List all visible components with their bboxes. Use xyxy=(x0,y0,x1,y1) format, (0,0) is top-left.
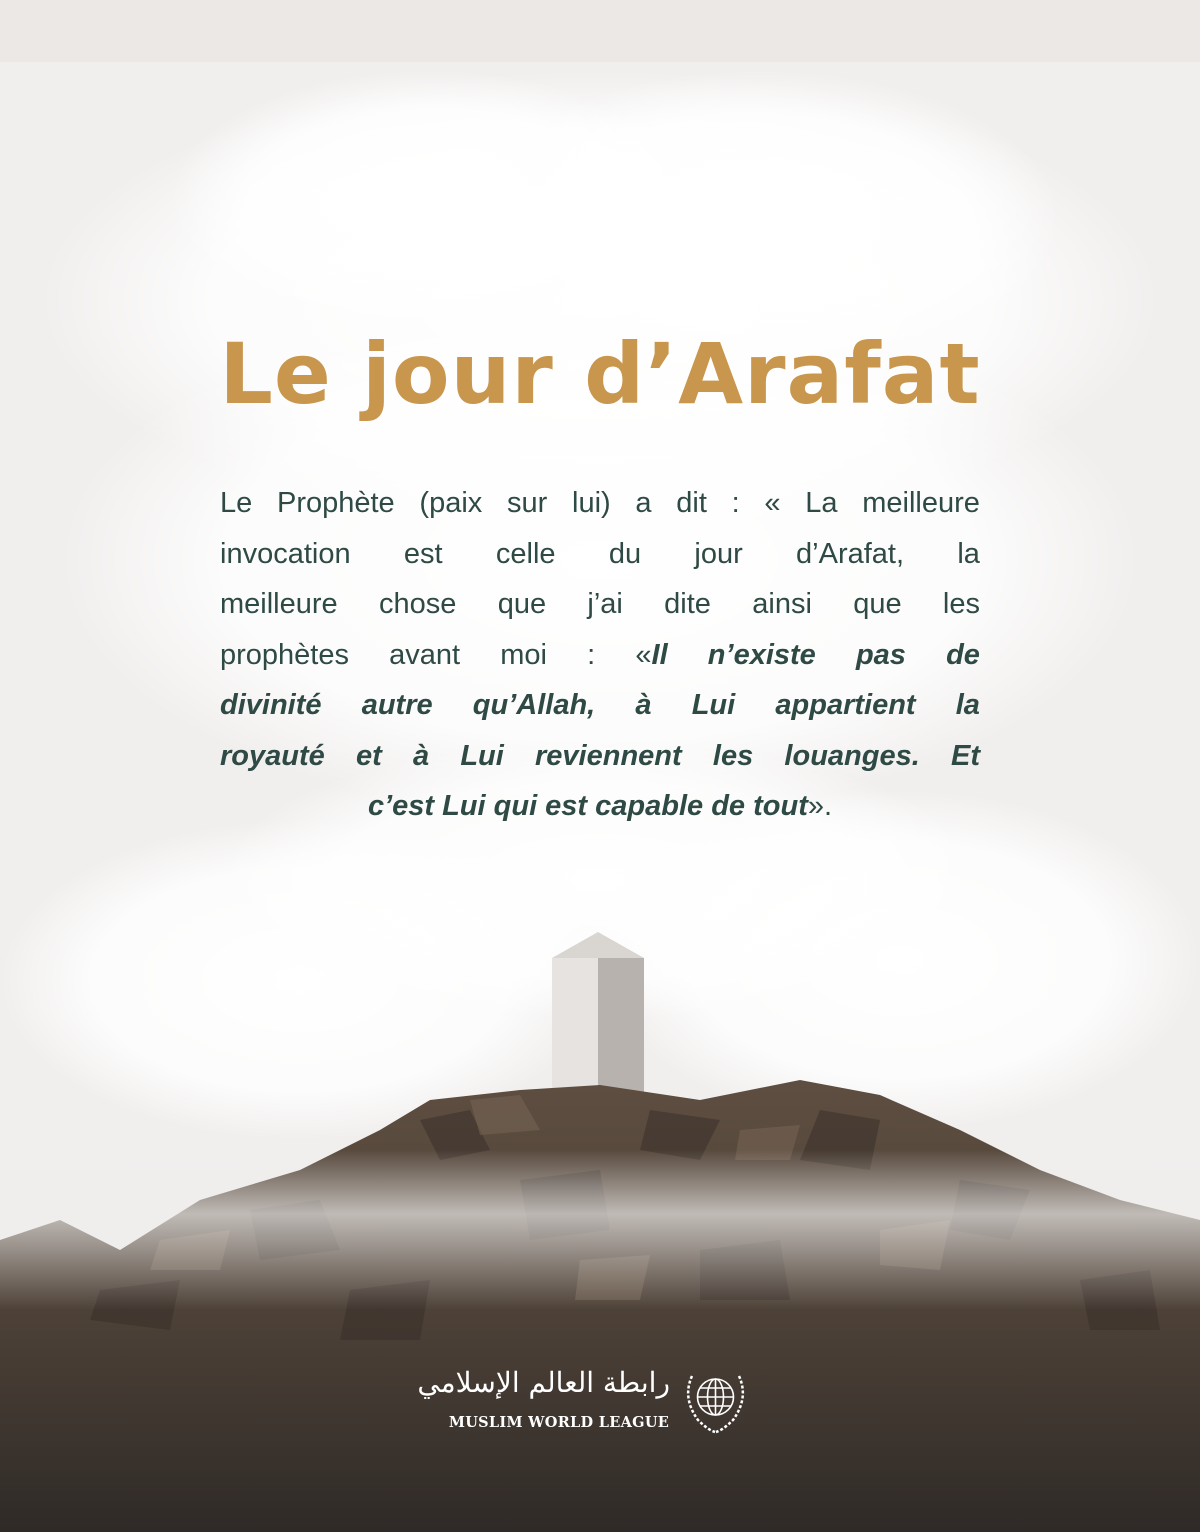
hadith-word: Lui xyxy=(691,689,736,721)
hadith-word: La xyxy=(805,487,838,519)
logo-arabic-text: رابطة العالم الإسلامي xyxy=(417,1366,670,1399)
hadith-word: jour xyxy=(694,537,743,570)
hadith-word: qu’Allah, xyxy=(472,689,596,721)
hadith-line xyxy=(220,731,980,782)
hadith-word: Lui xyxy=(460,739,504,772)
hadith-word: : xyxy=(731,487,740,519)
hadith-word: : xyxy=(587,638,596,671)
hadith-word: la xyxy=(955,689,980,721)
hadith-word: dite xyxy=(664,588,711,620)
page-title: Le jour d’Arafat xyxy=(219,325,981,423)
hadith-word: n’existe xyxy=(707,638,816,671)
hadith-word: chose xyxy=(378,588,457,620)
hadith-word: les xyxy=(712,739,754,772)
hadith-word: à xyxy=(635,689,652,721)
hadith-word: moi xyxy=(500,638,547,671)
hadith-word: lui) xyxy=(572,487,611,519)
logo-english-text: MUSLIM WORLD LEAGUE xyxy=(448,1414,670,1431)
hadith-word: à xyxy=(412,739,430,772)
hadith-word: meilleure xyxy=(220,588,338,620)
hadith-word: d’Arafat, xyxy=(796,537,905,570)
globe-laurel-emblem-icon xyxy=(678,1362,753,1437)
hadith-word: autre xyxy=(361,689,433,721)
hadith-word: « xyxy=(764,487,781,519)
hadith-quote-segment: c’est Lui qui est capable de tout xyxy=(367,790,808,822)
hadith-word: et xyxy=(355,739,382,772)
hadith-word: Il xyxy=(651,638,668,671)
hadith-word: sur xyxy=(506,487,548,519)
hadith-word: Le xyxy=(220,487,253,519)
hadith-word: appartient xyxy=(775,689,916,721)
hadith-word: divinité xyxy=(220,689,322,721)
hadith-word: prophètes xyxy=(220,638,349,671)
hadith-word: que xyxy=(853,588,902,620)
hadith-word: que xyxy=(497,588,547,620)
hadith-word: avant xyxy=(389,638,461,671)
hadith-line xyxy=(220,529,980,580)
obelisk-icon xyxy=(552,932,644,1098)
hadith-word: invocation xyxy=(220,537,351,570)
hadith-word: pas xyxy=(855,638,906,671)
hadith-line xyxy=(220,781,980,832)
hadith-word: de xyxy=(946,638,980,671)
hadith-word: ainsi xyxy=(752,588,812,620)
hadith-word: les xyxy=(942,588,980,620)
hadith-word: la xyxy=(957,537,980,570)
hadith-line xyxy=(220,579,980,630)
hadith-word: (paix xyxy=(419,487,483,519)
hadith-word: celle xyxy=(495,537,556,570)
hadith-word: louanges. xyxy=(784,739,920,772)
hadith-line xyxy=(220,478,980,529)
hadith-word: meilleure xyxy=(862,487,980,519)
hadith-word: dit xyxy=(676,487,707,519)
hadith-segment: ». xyxy=(807,790,833,822)
hadith-word: du xyxy=(608,537,642,570)
hadith-word: «Il xyxy=(635,638,668,671)
hadith-word: a xyxy=(635,487,652,519)
hadith-line xyxy=(220,630,980,681)
hadith-line xyxy=(220,680,980,731)
hadith-word: j’ai xyxy=(587,588,623,620)
hadith-word: Prophète xyxy=(276,487,395,519)
hadith-word: est xyxy=(403,537,443,570)
hadith-word: royauté xyxy=(220,739,325,772)
hadith-word: reviennent xyxy=(535,739,682,772)
muslim-world-league-logo xyxy=(417,1362,758,1442)
hadith-text xyxy=(220,478,980,832)
hadith-word: Et xyxy=(950,739,980,772)
